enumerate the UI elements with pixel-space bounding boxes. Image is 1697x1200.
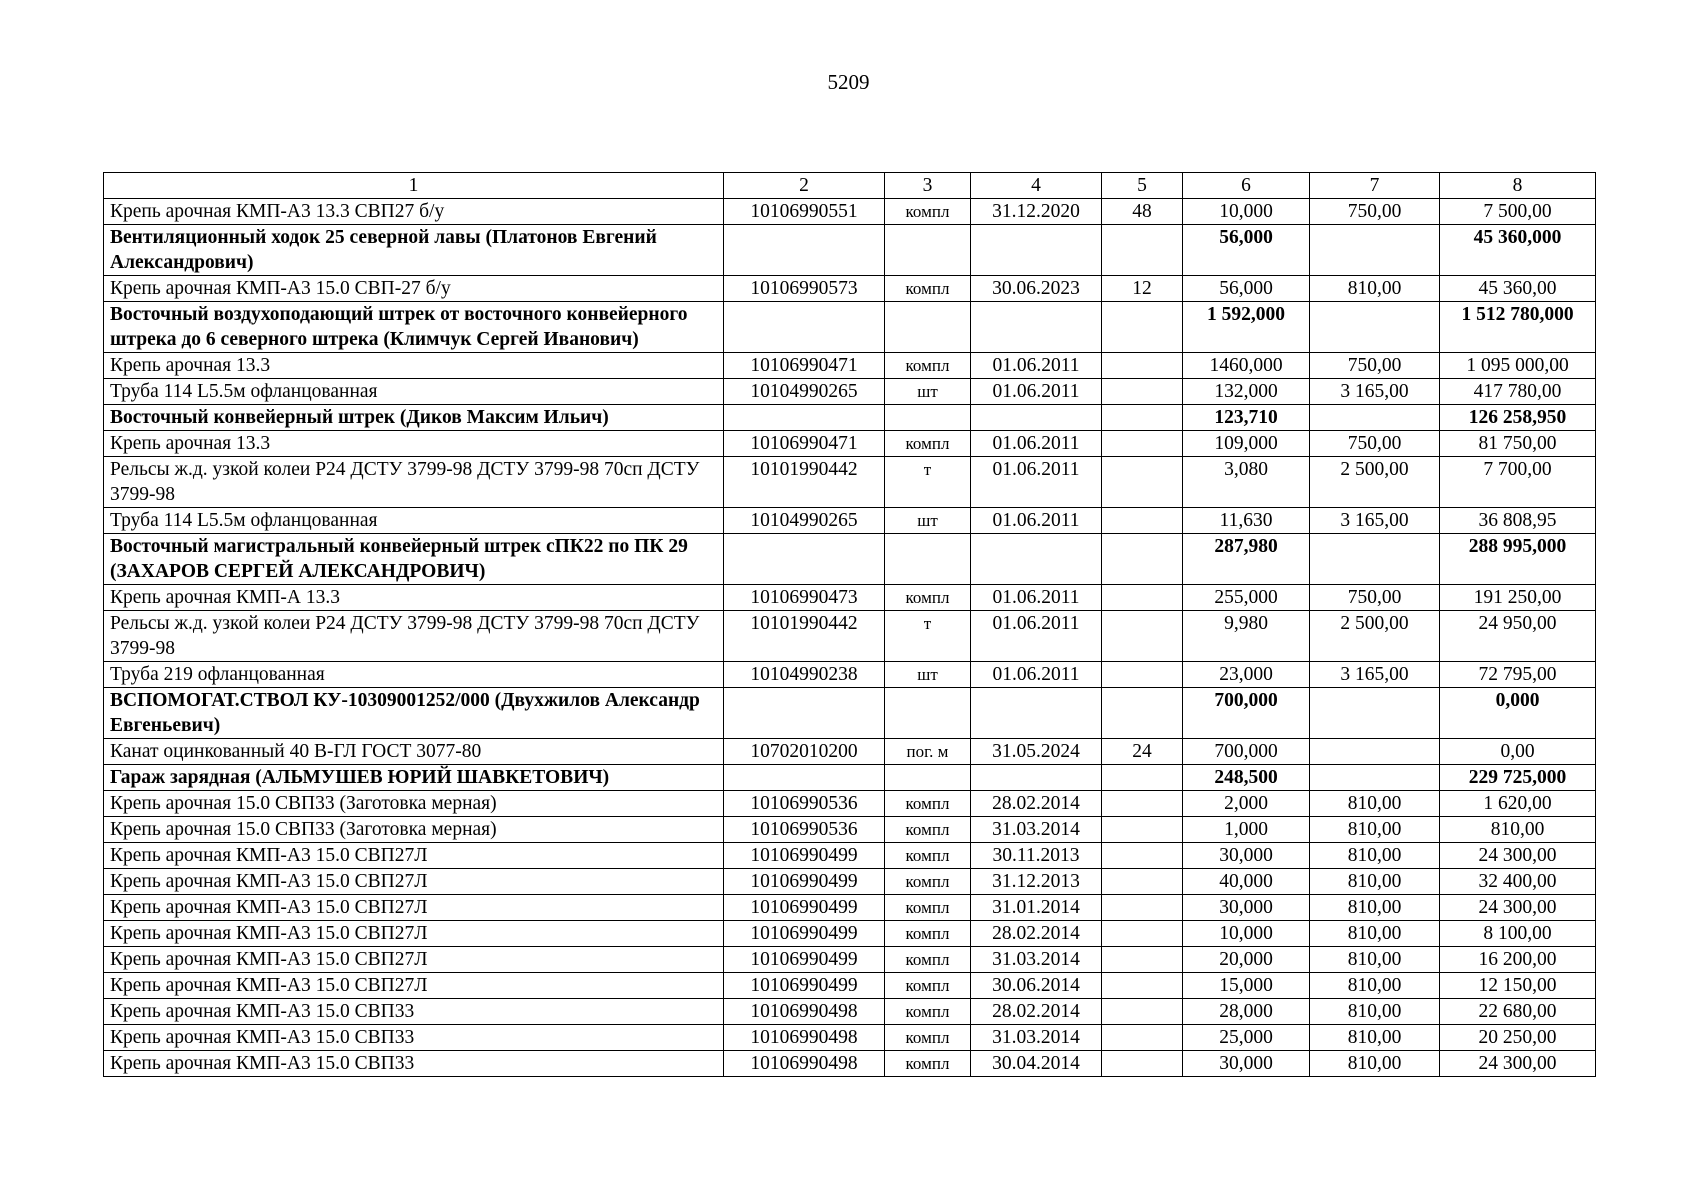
sum-cell: 45 360,00	[1440, 276, 1596, 302]
price-cell: 750,00	[1310, 353, 1440, 379]
sum-cell: 0,00	[1440, 739, 1596, 765]
date-cell: 28.02.2014	[971, 999, 1102, 1025]
quantity-cell: 40,000	[1183, 869, 1310, 895]
months-cell	[1102, 947, 1183, 973]
item-code-cell: 10702010200	[724, 739, 885, 765]
sum-cell: 288 995,000	[1440, 534, 1596, 585]
item-code-cell: 10106990499	[724, 973, 885, 999]
unit-cell: компл	[885, 869, 971, 895]
date-cell: 01.06.2011	[971, 353, 1102, 379]
table-row	[104, 973, 1596, 999]
group-header-row	[104, 688, 1596, 739]
sum-cell: 126 258,950	[1440, 405, 1596, 431]
table-row	[104, 895, 1596, 921]
sum-cell: 229 725,000	[1440, 765, 1596, 791]
item-code-cell: 10106990473	[724, 585, 885, 611]
date-cell: 30.06.2014	[971, 973, 1102, 999]
sum-cell: 20 250,00	[1440, 1025, 1596, 1051]
unit-cell: т	[885, 457, 971, 508]
quantity-cell: 1460,000	[1183, 353, 1310, 379]
unit-cell: шт	[885, 508, 971, 534]
item-name-cell: Крепь арочная КМП-А3 15.0 СВП27Л	[104, 973, 724, 999]
months-cell	[1102, 353, 1183, 379]
price-cell: 2 500,00	[1310, 457, 1440, 508]
item-code-cell	[724, 405, 885, 431]
unit-cell	[885, 688, 971, 739]
months-cell	[1102, 817, 1183, 843]
date-cell: 31.03.2014	[971, 947, 1102, 973]
price-cell: 810,00	[1310, 999, 1440, 1025]
quantity-cell: 3,080	[1183, 457, 1310, 508]
date-cell: 31.12.2013	[971, 869, 1102, 895]
price-cell: 750,00	[1310, 431, 1440, 457]
date-cell	[971, 302, 1102, 353]
column-header: 8	[1440, 173, 1596, 199]
item-name-cell: Труба 114 L5.5м офланцованная	[104, 379, 724, 405]
price-cell: 3 165,00	[1310, 662, 1440, 688]
unit-cell: компл	[885, 817, 971, 843]
unit-cell: компл	[885, 921, 971, 947]
unit-cell	[885, 534, 971, 585]
group-header-row	[104, 405, 1596, 431]
sum-cell: 7 500,00	[1440, 199, 1596, 225]
column-number-row	[104, 173, 1596, 199]
months-cell	[1102, 405, 1183, 431]
price-cell: 2 500,00	[1310, 611, 1440, 662]
unit-cell: компл	[885, 431, 971, 457]
quantity-cell: 109,000	[1183, 431, 1310, 457]
item-name-cell: Крепь арочная КМП-А3 15.0 СВП27Л	[104, 947, 724, 973]
quantity-cell: 132,000	[1183, 379, 1310, 405]
table-row	[104, 999, 1596, 1025]
item-code-cell: 10106990536	[724, 817, 885, 843]
table-row	[104, 353, 1596, 379]
months-cell	[1102, 457, 1183, 508]
price-cell	[1310, 688, 1440, 739]
quantity-cell: 30,000	[1183, 895, 1310, 921]
item-code-cell: 10106990536	[724, 791, 885, 817]
unit-cell	[885, 225, 971, 276]
sum-cell: 24 300,00	[1440, 1051, 1596, 1077]
item-name-cell: Рельсы ж.д. узкой колеи Р24 ДСТУ 3799-98 ДСТУ 3799-98 70сп ДСТУ 3799-98	[104, 457, 724, 508]
price-cell: 810,00	[1310, 895, 1440, 921]
item-name-cell: Восточный конвейерный штрек (Диков Максим Ильич)	[104, 405, 724, 431]
months-cell	[1102, 791, 1183, 817]
sum-cell: 1 095 000,00	[1440, 353, 1596, 379]
sum-cell: 24 300,00	[1440, 895, 1596, 921]
price-cell	[1310, 534, 1440, 585]
sum-cell: 417 780,00	[1440, 379, 1596, 405]
item-code-cell: 10104990238	[724, 662, 885, 688]
item-name-cell: Крепь арочная КМП-А3 15.0 СВП-27 б/у	[104, 276, 724, 302]
sum-cell: 1 620,00	[1440, 791, 1596, 817]
item-name-cell: Крепь арочная 15.0 СВП33 (Заготовка мерная)	[104, 791, 724, 817]
item-name-cell: Труба 219 офланцованная	[104, 662, 724, 688]
item-name-cell: Крепь арочная КМП-А 13.3	[104, 585, 724, 611]
months-cell	[1102, 379, 1183, 405]
date-cell: 31.03.2014	[971, 817, 1102, 843]
months-cell: 24	[1102, 739, 1183, 765]
unit-cell: компл	[885, 585, 971, 611]
date-cell: 01.06.2011	[971, 379, 1102, 405]
item-name-cell: Крепь арочная КМП-А3 15.0 СВП27Л	[104, 843, 724, 869]
price-cell: 750,00	[1310, 585, 1440, 611]
months-cell	[1102, 225, 1183, 276]
item-code-cell: 10106990498	[724, 999, 885, 1025]
months-cell	[1102, 688, 1183, 739]
item-name-cell: Крепь арочная КМП-А3 15.0 СВП27Л	[104, 869, 724, 895]
quantity-cell: 25,000	[1183, 1025, 1310, 1051]
column-header: 1	[104, 173, 724, 199]
months-cell: 48	[1102, 199, 1183, 225]
price-cell: 810,00	[1310, 276, 1440, 302]
months-cell	[1102, 973, 1183, 999]
item-code-cell	[724, 225, 885, 276]
item-name-cell: Крепь арочная КМП-А3 15.0 СВП33	[104, 999, 724, 1025]
date-cell: 30.11.2013	[971, 843, 1102, 869]
unit-cell: компл	[885, 973, 971, 999]
group-header-row	[104, 225, 1596, 276]
item-name-cell: Крепь арочная КМП-А3 15.0 СВП27Л	[104, 895, 724, 921]
date-cell: 30.04.2014	[971, 1051, 1102, 1077]
inventory-table	[103, 172, 1596, 1077]
months-cell: 12	[1102, 276, 1183, 302]
column-header: 3	[885, 173, 971, 199]
group-header-row	[104, 765, 1596, 791]
months-cell	[1102, 534, 1183, 585]
date-cell: 01.06.2011	[971, 457, 1102, 508]
sum-cell: 7 700,00	[1440, 457, 1596, 508]
table-row	[104, 457, 1596, 508]
item-code-cell: 10106990499	[724, 843, 885, 869]
unit-cell	[885, 765, 971, 791]
quantity-cell: 123,710	[1183, 405, 1310, 431]
quantity-cell: 9,980	[1183, 611, 1310, 662]
table-row	[104, 431, 1596, 457]
price-cell: 810,00	[1310, 1051, 1440, 1077]
unit-cell: компл	[885, 1051, 971, 1077]
months-cell	[1102, 765, 1183, 791]
price-cell: 810,00	[1310, 817, 1440, 843]
sum-cell: 81 750,00	[1440, 431, 1596, 457]
date-cell: 28.02.2014	[971, 791, 1102, 817]
quantity-cell: 30,000	[1183, 1051, 1310, 1077]
price-cell	[1310, 405, 1440, 431]
quantity-cell: 1 592,000	[1183, 302, 1310, 353]
unit-cell: шт	[885, 379, 971, 405]
date-cell: 01.06.2011	[971, 662, 1102, 688]
item-name-cell: Крепь арочная КМП-А3 15.0 СВП33	[104, 1051, 724, 1077]
item-code-cell: 10104990265	[724, 379, 885, 405]
quantity-cell: 700,000	[1183, 688, 1310, 739]
quantity-cell: 30,000	[1183, 843, 1310, 869]
quantity-cell: 287,980	[1183, 534, 1310, 585]
unit-cell: компл	[885, 1025, 971, 1051]
unit-cell: компл	[885, 999, 971, 1025]
table-row	[104, 843, 1596, 869]
sum-cell: 12 150,00	[1440, 973, 1596, 999]
date-cell: 31.03.2014	[971, 1025, 1102, 1051]
item-code-cell: 10106990471	[724, 431, 885, 457]
column-header: 5	[1102, 173, 1183, 199]
table-row	[104, 869, 1596, 895]
price-cell	[1310, 225, 1440, 276]
quantity-cell: 10,000	[1183, 199, 1310, 225]
table-row	[104, 921, 1596, 947]
item-code-cell: 10104990265	[724, 508, 885, 534]
item-name-cell: Вентиляционный ходок 25 северной лавы (Платонов Евгений Александрович)	[104, 225, 724, 276]
date-cell	[971, 405, 1102, 431]
quantity-cell: 11,630	[1183, 508, 1310, 534]
table-row	[104, 585, 1596, 611]
sum-cell: 810,00	[1440, 817, 1596, 843]
unit-cell: компл	[885, 843, 971, 869]
item-name-cell: Крепь арочная 13.3	[104, 353, 724, 379]
quantity-cell: 23,000	[1183, 662, 1310, 688]
item-name-cell: Восточный магистральный конвейерный штрек сПК22 по ПК 29 (ЗАХАРОВ СЕРГЕЙ АЛЕКСАНДРОВИЧ)	[104, 534, 724, 585]
group-header-row	[104, 302, 1596, 353]
item-name-cell: Крепь арочная 13.3	[104, 431, 724, 457]
months-cell	[1102, 662, 1183, 688]
table-row	[104, 276, 1596, 302]
quantity-cell: 700,000	[1183, 739, 1310, 765]
unit-cell: компл	[885, 947, 971, 973]
sum-cell: 16 200,00	[1440, 947, 1596, 973]
price-cell: 810,00	[1310, 973, 1440, 999]
quantity-cell: 56,000	[1183, 225, 1310, 276]
unit-cell: компл	[885, 276, 971, 302]
unit-cell: компл	[885, 353, 971, 379]
sum-cell: 72 795,00	[1440, 662, 1596, 688]
item-name-cell: Крепь арочная 15.0 СВП33 (Заготовка мерная)	[104, 817, 724, 843]
months-cell	[1102, 843, 1183, 869]
table-row	[104, 947, 1596, 973]
item-code-cell	[724, 765, 885, 791]
item-code-cell: 10106990499	[724, 869, 885, 895]
months-cell	[1102, 869, 1183, 895]
months-cell	[1102, 895, 1183, 921]
item-name-cell: Гараж зарядная (АЛЬМУШЕВ ЮРИЙ ШАВКЕТОВИЧ)	[104, 765, 724, 791]
date-cell: 01.06.2011	[971, 508, 1102, 534]
months-cell	[1102, 1051, 1183, 1077]
item-code-cell	[724, 534, 885, 585]
price-cell: 3 165,00	[1310, 379, 1440, 405]
price-cell	[1310, 765, 1440, 791]
unit-cell: компл	[885, 199, 971, 225]
item-code-cell: 10106990471	[724, 353, 885, 379]
table-row	[104, 739, 1596, 765]
table-row	[104, 611, 1596, 662]
table-row	[104, 817, 1596, 843]
months-cell	[1102, 1025, 1183, 1051]
quantity-cell: 10,000	[1183, 921, 1310, 947]
table-row	[104, 791, 1596, 817]
item-code-cell: 10101990442	[724, 611, 885, 662]
item-code-cell: 10106990573	[724, 276, 885, 302]
item-code-cell: 10101990442	[724, 457, 885, 508]
item-name-cell: Восточный воздухоподающий штрек от восточного конвейерного штрека до 6 северного штрека (Климчук Сергей Иванович)	[104, 302, 724, 353]
unit-cell: т	[885, 611, 971, 662]
months-cell	[1102, 585, 1183, 611]
table-row	[104, 662, 1596, 688]
item-name-cell: Крепь арочная КМП-А3 13.3 СВП27 б/у	[104, 199, 724, 225]
price-cell: 810,00	[1310, 921, 1440, 947]
sum-cell: 1 512 780,000	[1440, 302, 1596, 353]
sum-cell: 22 680,00	[1440, 999, 1596, 1025]
date-cell	[971, 534, 1102, 585]
table-row	[104, 1051, 1596, 1077]
quantity-cell: 28,000	[1183, 999, 1310, 1025]
item-code-cell: 10106990499	[724, 947, 885, 973]
group-header-row	[104, 534, 1596, 585]
months-cell	[1102, 611, 1183, 662]
item-name-cell: Труба 114 L5.5м офланцованная	[104, 508, 724, 534]
price-cell: 810,00	[1310, 947, 1440, 973]
months-cell	[1102, 302, 1183, 353]
item-name-cell: Крепь арочная КМП-А3 15.0 СВП27Л	[104, 921, 724, 947]
price-cell: 810,00	[1310, 869, 1440, 895]
column-header: 2	[724, 173, 885, 199]
date-cell: 01.06.2011	[971, 431, 1102, 457]
table-row	[104, 508, 1596, 534]
date-cell: 30.06.2023	[971, 276, 1102, 302]
months-cell	[1102, 508, 1183, 534]
table-row	[104, 379, 1596, 405]
sum-cell: 0,000	[1440, 688, 1596, 739]
item-code-cell: 10106990498	[724, 1025, 885, 1051]
sum-cell: 36 808,95	[1440, 508, 1596, 534]
column-header: 7	[1310, 173, 1440, 199]
table-row	[104, 1025, 1596, 1051]
price-cell: 3 165,00	[1310, 508, 1440, 534]
sum-cell: 191 250,00	[1440, 585, 1596, 611]
date-cell: 01.06.2011	[971, 585, 1102, 611]
sum-cell: 32 400,00	[1440, 869, 1596, 895]
item-code-cell: 10106990499	[724, 921, 885, 947]
date-cell: 01.06.2011	[971, 611, 1102, 662]
item-name-cell: Канат оцинкованный 40 В-ГЛ ГОСТ 3077-80	[104, 739, 724, 765]
item-code-cell: 10106990498	[724, 1051, 885, 1077]
price-cell: 810,00	[1310, 791, 1440, 817]
date-cell	[971, 688, 1102, 739]
quantity-cell: 15,000	[1183, 973, 1310, 999]
date-cell	[971, 225, 1102, 276]
unit-cell: шт	[885, 662, 971, 688]
item-code-cell: 10106990499	[724, 895, 885, 921]
item-code-cell	[724, 688, 885, 739]
price-cell	[1310, 302, 1440, 353]
months-cell	[1102, 921, 1183, 947]
unit-cell: компл	[885, 791, 971, 817]
date-cell: 31.05.2024	[971, 739, 1102, 765]
date-cell	[971, 765, 1102, 791]
quantity-cell: 1,000	[1183, 817, 1310, 843]
unit-cell: пог. м	[885, 739, 971, 765]
price-cell	[1310, 739, 1440, 765]
table-row	[104, 199, 1596, 225]
quantity-cell: 248,500	[1183, 765, 1310, 791]
price-cell: 810,00	[1310, 1025, 1440, 1051]
quantity-cell: 20,000	[1183, 947, 1310, 973]
column-header: 4	[971, 173, 1102, 199]
months-cell	[1102, 999, 1183, 1025]
price-cell: 750,00	[1310, 199, 1440, 225]
column-header: 6	[1183, 173, 1310, 199]
sum-cell: 45 360,000	[1440, 225, 1596, 276]
date-cell: 31.01.2014	[971, 895, 1102, 921]
item-name-cell: Крепь арочная КМП-А3 15.0 СВП33	[104, 1025, 724, 1051]
months-cell	[1102, 431, 1183, 457]
item-name-cell: ВСПОМОГАТ.СТВОЛ КУ-10309001252/000 (Двухжилов Александр Евгеньевич)	[104, 688, 724, 739]
date-cell: 31.12.2020	[971, 199, 1102, 225]
sum-cell: 24 300,00	[1440, 843, 1596, 869]
quantity-cell: 56,000	[1183, 276, 1310, 302]
sum-cell: 8 100,00	[1440, 921, 1596, 947]
unit-cell: компл	[885, 895, 971, 921]
page-number: 5209	[827, 70, 870, 94]
sum-cell: 24 950,00	[1440, 611, 1596, 662]
item-name-cell: Рельсы ж.д. узкой колеи Р24 ДСТУ 3799-98 ДСТУ 3799-98 70сп ДСТУ 3799-98	[104, 611, 724, 662]
price-cell: 810,00	[1310, 843, 1440, 869]
date-cell: 28.02.2014	[971, 921, 1102, 947]
unit-cell	[885, 405, 971, 431]
item-code-cell	[724, 302, 885, 353]
unit-cell	[885, 302, 971, 353]
item-code-cell: 10106990551	[724, 199, 885, 225]
quantity-cell: 2,000	[1183, 791, 1310, 817]
quantity-cell: 255,000	[1183, 585, 1310, 611]
